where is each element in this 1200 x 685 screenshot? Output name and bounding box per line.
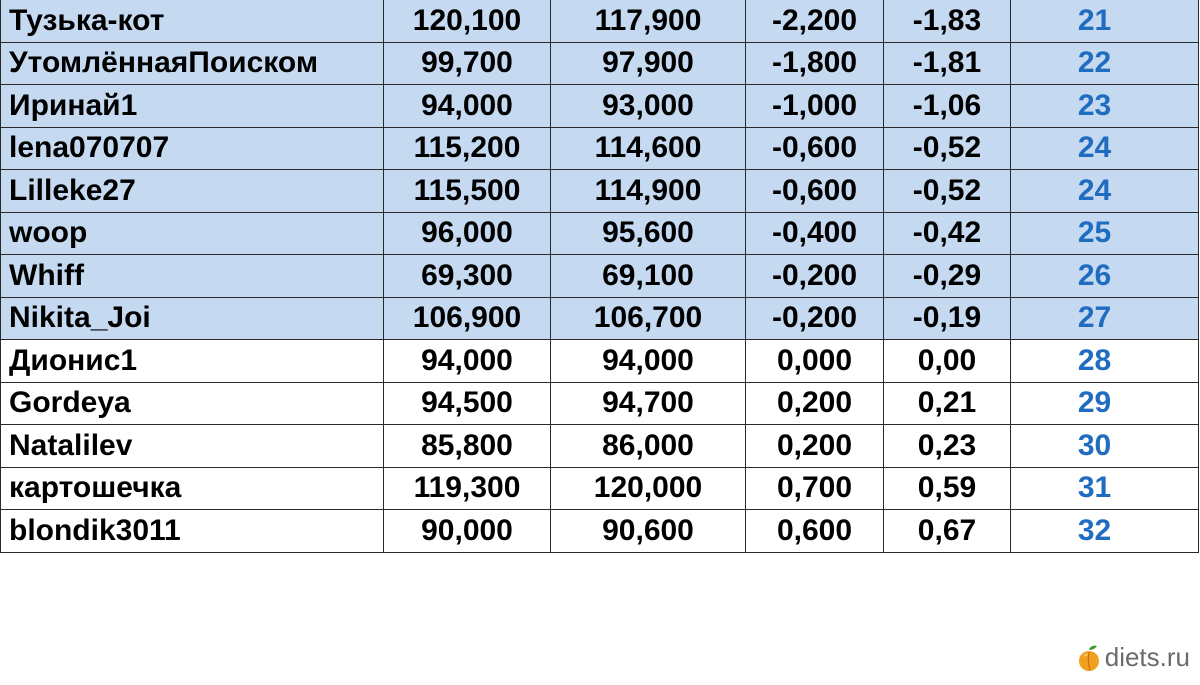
cell-end-weight: 86,000 (551, 425, 746, 468)
table-row (1, 212, 1199, 255)
cell-start-weight: 90,000 (384, 510, 551, 553)
cell-end-weight: 114,900 (551, 170, 746, 213)
cell-end-weight: 97,900 (551, 42, 746, 85)
cell-percent-change: -0,29 (884, 255, 1011, 298)
cell-weight-change: -0,600 (746, 170, 884, 213)
table-row (1, 425, 1199, 468)
cell-name: картошечка (1, 467, 384, 510)
cell-percent-change: -0,52 (884, 127, 1011, 170)
cell-end-weight: 94,700 (551, 382, 746, 425)
table-row (1, 127, 1199, 170)
cell-percent-change: 0,59 (884, 467, 1011, 510)
table-row (1, 467, 1199, 510)
cell-name: blondik3011 (1, 510, 384, 553)
cell-name: Natalilev (1, 425, 384, 468)
cell-rank: 22 (1011, 42, 1199, 85)
cell-weight-change: 0,600 (746, 510, 884, 553)
cell-percent-change: 0,21 (884, 382, 1011, 425)
table-row (1, 170, 1199, 213)
cell-weight-change: 0,000 (746, 340, 884, 383)
cell-start-weight: 106,900 (384, 297, 551, 340)
cell-rank: 30 (1011, 425, 1199, 468)
cell-percent-change: -1,83 (884, 0, 1011, 42)
cell-weight-change: -0,200 (746, 297, 884, 340)
cell-percent-change: -0,19 (884, 297, 1011, 340)
cell-start-weight: 115,500 (384, 170, 551, 213)
cell-start-weight: 85,800 (384, 425, 551, 468)
cell-percent-change: -0,52 (884, 170, 1011, 213)
cell-name: УтомлённаяПоиском (1, 42, 384, 85)
table-row (1, 0, 1199, 42)
cell-weight-change: 0,200 (746, 425, 884, 468)
cell-rank: 28 (1011, 340, 1199, 383)
cell-end-weight: 94,000 (551, 340, 746, 383)
cell-weight-change: 0,200 (746, 382, 884, 425)
cell-end-weight: 106,700 (551, 297, 746, 340)
cell-weight-change: -0,600 (746, 127, 884, 170)
cell-start-weight: 94,000 (384, 340, 551, 383)
cell-weight-change: -2,200 (746, 0, 884, 42)
cell-rank: 24 (1011, 170, 1199, 213)
cell-rank: 32 (1011, 510, 1199, 553)
cell-end-weight: 120,000 (551, 467, 746, 510)
cell-start-weight: 99,700 (384, 42, 551, 85)
cell-rank: 25 (1011, 212, 1199, 255)
cell-end-weight: 95,600 (551, 212, 746, 255)
cell-rank: 21 (1011, 0, 1199, 42)
cell-weight-change: -0,200 (746, 255, 884, 298)
cell-percent-change: -0,42 (884, 212, 1011, 255)
cell-rank: 29 (1011, 382, 1199, 425)
cell-start-weight: 94,500 (384, 382, 551, 425)
cell-percent-change: -1,06 (884, 85, 1011, 128)
cell-start-weight: 69,300 (384, 255, 551, 298)
results-table-body (1, 0, 1199, 552)
cell-weight-change: -1,800 (746, 42, 884, 85)
peach-icon (1077, 644, 1101, 672)
table-row (1, 255, 1199, 298)
table-row (1, 510, 1199, 553)
cell-weight-change: -1,000 (746, 85, 884, 128)
table-row (1, 42, 1199, 85)
cell-end-weight: 117,900 (551, 0, 746, 42)
cell-percent-change: 0,23 (884, 425, 1011, 468)
cell-end-weight: 93,000 (551, 85, 746, 128)
cell-start-weight: 96,000 (384, 212, 551, 255)
cell-rank: 23 (1011, 85, 1199, 128)
cell-percent-change: 0,00 (884, 340, 1011, 383)
cell-rank: 27 (1011, 297, 1199, 340)
cell-rank: 26 (1011, 255, 1199, 298)
cell-name: lena070707 (1, 127, 384, 170)
cell-name: Иринай1 (1, 85, 384, 128)
cell-percent-change: 0,67 (884, 510, 1011, 553)
cell-name: Gordeya (1, 382, 384, 425)
cell-name: Whiff (1, 255, 384, 298)
cell-name: Тузька-кот (1, 0, 384, 42)
table-row (1, 85, 1199, 128)
watermark-text: diets.ru (1104, 642, 1190, 672)
cell-end-weight: 114,600 (551, 127, 746, 170)
cell-weight-change: -0,400 (746, 212, 884, 255)
cell-end-weight: 69,100 (551, 255, 746, 298)
cell-name: Lilleke27 (1, 170, 384, 213)
cell-name: Дионис1 (1, 340, 384, 383)
cell-name: woop (1, 212, 384, 255)
cell-start-weight: 115,200 (384, 127, 551, 170)
table-row (1, 297, 1199, 340)
cell-start-weight: 94,000 (384, 85, 551, 128)
table-row (1, 382, 1199, 425)
cell-rank: 24 (1011, 127, 1199, 170)
table-row (1, 340, 1199, 383)
cell-percent-change: -1,81 (884, 42, 1011, 85)
site-watermark (1077, 642, 1190, 673)
cell-start-weight: 120,100 (384, 0, 551, 42)
cell-weight-change: 0,700 (746, 467, 884, 510)
cell-rank: 31 (1011, 467, 1199, 510)
cell-end-weight: 90,600 (551, 510, 746, 553)
cell-start-weight: 119,300 (384, 467, 551, 510)
cell-name: Nikita_Joi (1, 297, 384, 340)
